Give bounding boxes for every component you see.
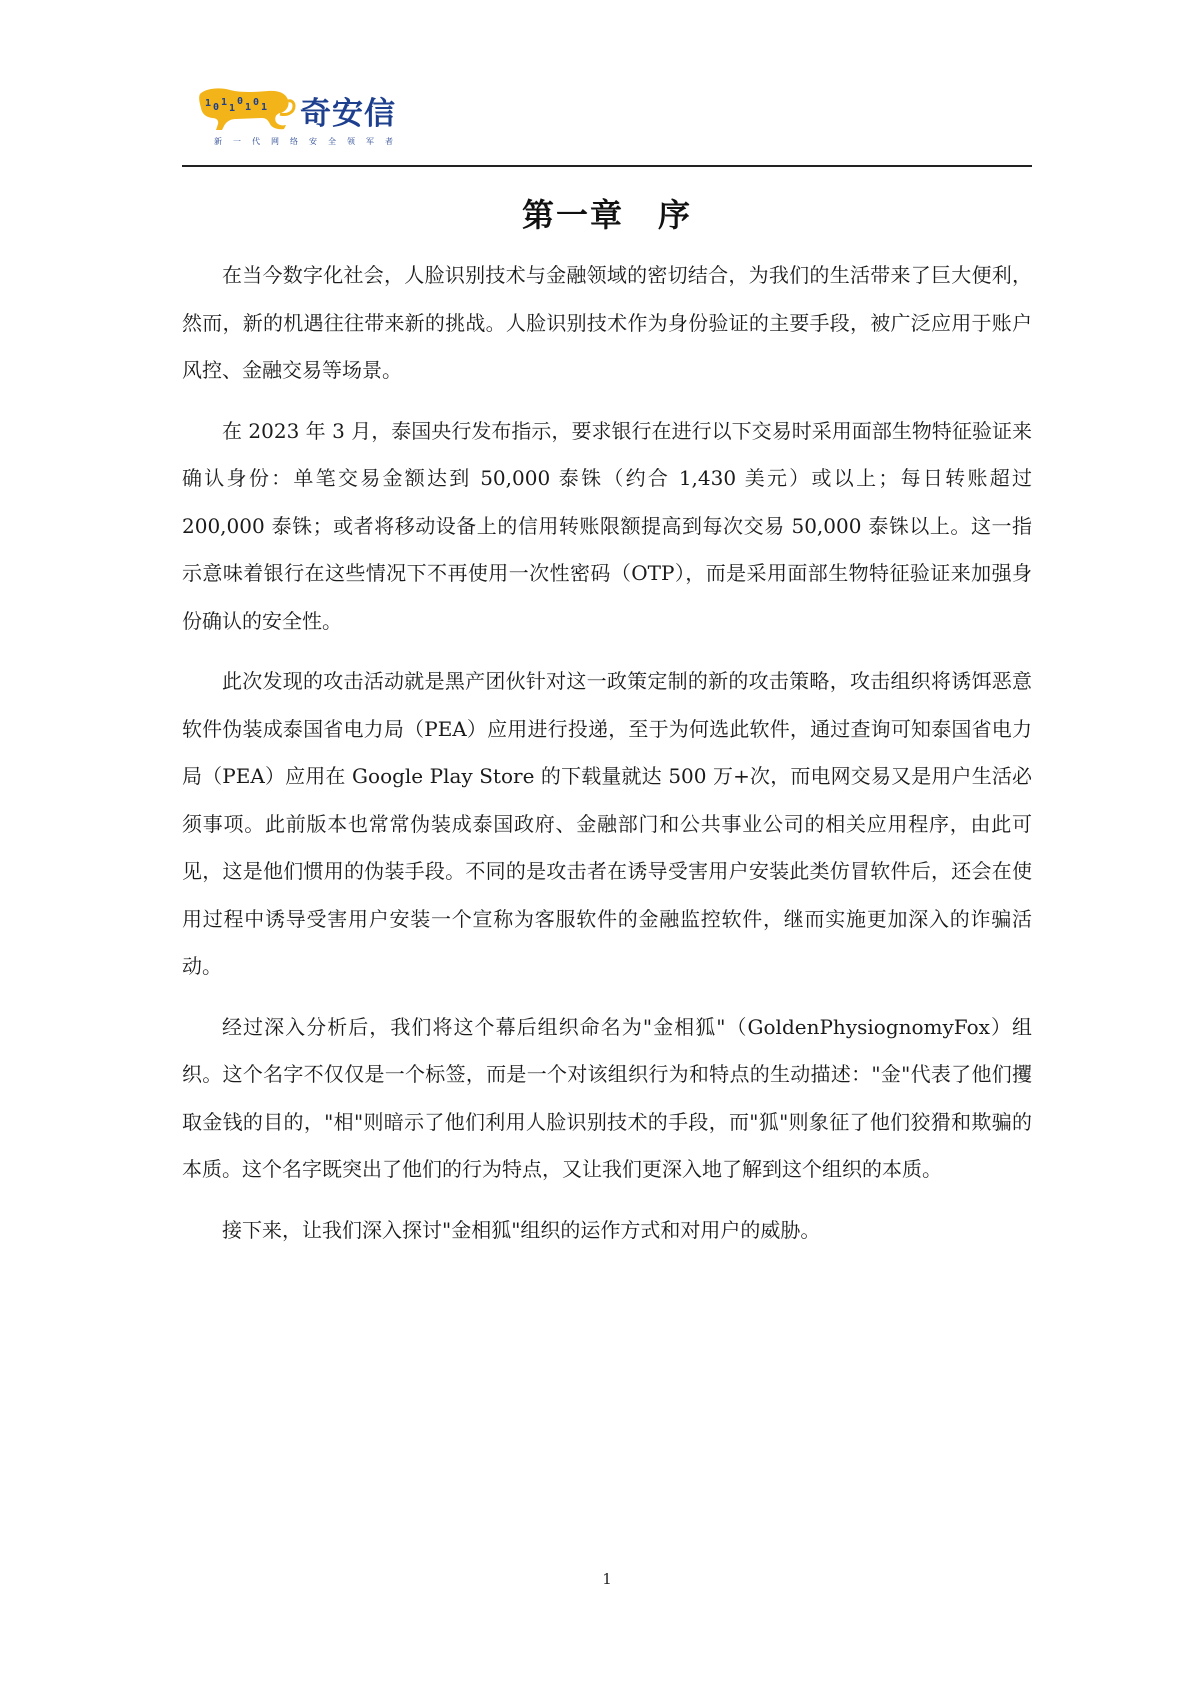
paragraph: 接下来，让我们深入探讨"金相狐"组织的运作方式和对用户的威胁。 [222,1217,821,1242]
brand-tagline: 新一代网络安全领军者 [214,137,404,146]
svg-text:1: 1 [221,97,228,108]
svg-text:1: 1 [229,103,236,114]
svg-text:1: 1 [245,102,252,113]
brand-name: 奇安信 [300,96,396,132]
page-header [182,78,1032,168]
svg-text:0: 0 [253,97,260,108]
paragraph: 此次发现的攻击活动就是黑产团伙针对这一政策定制的新的攻击策略，攻击组织将诱饵恶意软件伪装成泰国省电力局（PEA）应用进行投递，至于为何选此软件，通过查询可知泰国省电力局（PEA）应用在 Google Play Store 的下载量就达 500 万+次，而电网交易又是用户生活必须事项。此前版本也常常伪装成泰国政府、金融部门和公共事业公司的相关应用程序，由此可见，这是他们惯用的伪装手段。不同的是攻击者在诱导受害用户安装此类仿冒软件后，还会在使用过程中诱导受害用户安装一个宣称为客服软件的金融监控软件，继而实施更加深入的诈骗活动。 [182,669,1032,978]
paragraph: 在当今数字化社会，人脸识别技术与金融领域的密切结合，为我们的生活带来了巨大便利，然而，新的机遇往往带来新的挑战。人脸识别技术作为身份验证的主要手段，被广泛应用于账户风控、金融交易等场景。 [182,263,1032,382]
chapter-title: 第一章 序 [521,196,692,234]
brand-logo [196,84,404,154]
page-number: 1 [602,1570,612,1588]
paragraph: 在 2023 年 3 月，泰国央行发布指示，要求银行在进行以下交易时采用面部生物特征验证来确认身份：单笔交易金额达到 50,000 泰铢（约合 1,430 美元）或以上；每日转账超过 200,000 泰铢；或者将移动设备上的信用转账限额提高到每次交易 50,000 泰铢以上。这一指示意味着银行在这些情况下不再使用一次性密码（OTP），而是采用面部生物特征验证来加强身份确认的安全性。 [182,418,1032,633]
svg-text:1: 1 [205,98,212,109]
svg-text:0: 0 [213,102,220,113]
svg-text:0: 0 [237,96,244,107]
document-body [182,252,1032,1267]
leopard-logo-icon [196,84,300,134]
header-divider [182,165,1032,167]
svg-text:1: 1 [261,102,268,113]
paragraph: 经过深入分析后，我们将这个幕后组织命名为"金相狐"（GoldenPhysiognomyFox）组织。这个名字不仅仅是一个标签，而是一个对该组织行为和特点的生动描述："金"代表了他们攫取金钱的目的，"相"则暗示了他们利用人脸识别技术的手段，而"狐"则象征了他们狡猾和欺骗的本质。这个名字既突出了他们的行为特点，又让我们更深入地了解到这个组织的本质。 [182,1014,1032,1181]
